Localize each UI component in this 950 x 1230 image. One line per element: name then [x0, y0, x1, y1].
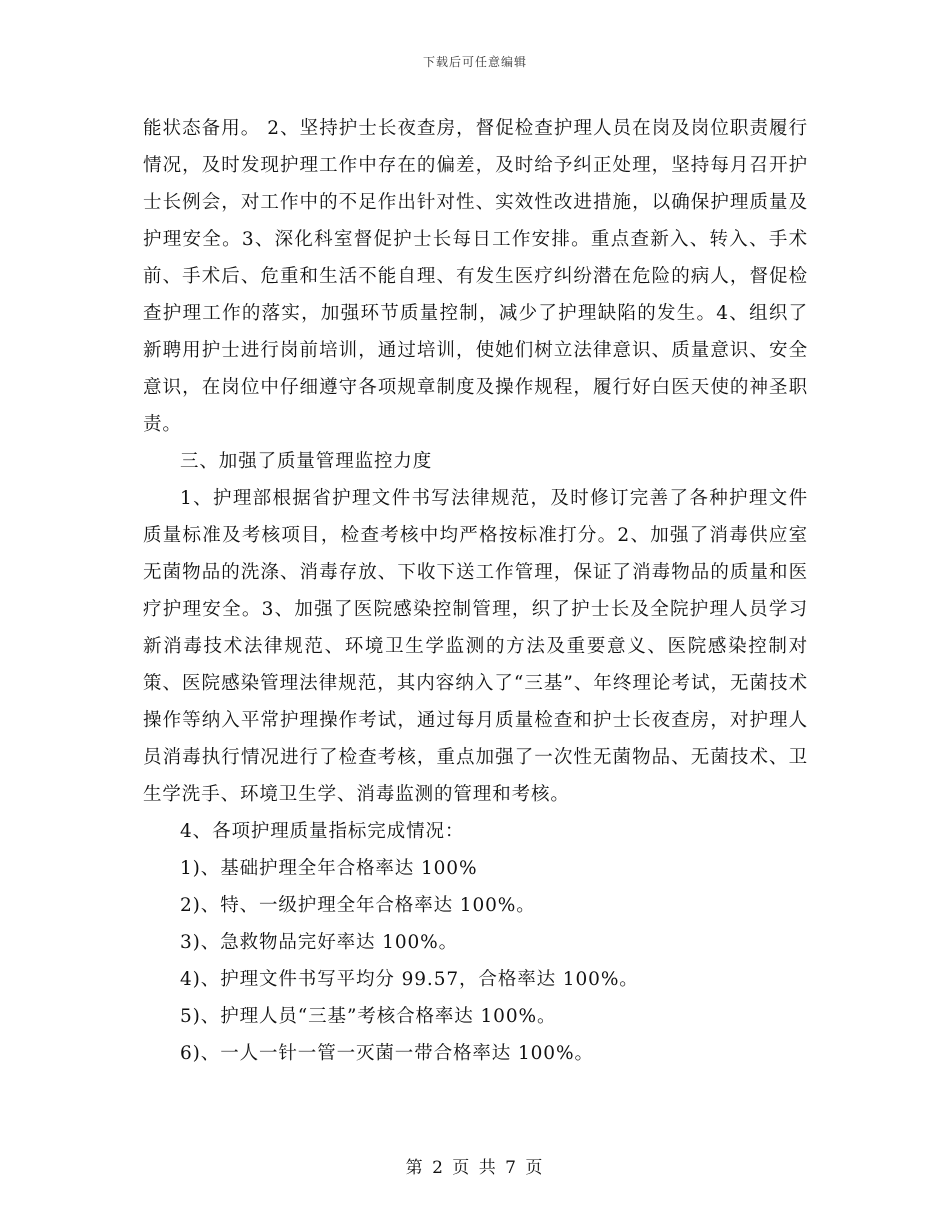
- list-item: 4)、护理文件书写平均分 99.57，合格率达 100%。: [180, 969, 639, 990]
- page-number: 第 2 页 共 7 页: [405, 1158, 545, 1178]
- list-item: 6)、一人一针一管一灭菌一带合格率达 100%。: [180, 1043, 594, 1064]
- list-item: 2)、特、一级护理全年合格率达 100%。: [180, 895, 536, 916]
- list-item: 5)、护理人员“三基”考核合格率达 100%。: [180, 1006, 557, 1027]
- list-heading: 4、各项护理质量指标完成情况：: [180, 821, 465, 842]
- document-body: [143, 110, 808, 1072]
- section-heading: 三、加强了质量管理监控力度: [180, 451, 433, 472]
- body-paragraph: 能状态备用。 2、坚持护士长夜查房，督促检查护理人员在岗及岗位职责履行情况，及时发现护理工作中存在的偏差，及时给予纠正处理，坚持每月召开护士长例会，对工作中的不足作出针对性、实效性改进措施，以确保护理质量及护理安全。3、深化科室督促护士长每日工作安排。重点查新入、转入、手术前、手术后、危重和生活不能自理、有发生医疗纠纷潜在危险的病人，督促检查护理工作的落实，加强环节质量控制，减少了护理缺陷的发生。4、组织了新聘用护士进行岗前培训，通过培训，使她们树立法律意识、质量意识、安全意识，在岗位中仔细遵守各项规章制度及操作规程，履行好白医天使的神圣职责。: [143, 118, 808, 435]
- body-paragraph: 1、护理部根据省护理文件书写法律规范，及时修订完善了各种护理文件质量标准及考核项目，检查考核中均严格按标准打分。2、加强了消毒供应室无菌物品的洗涤、消毒存放、下收下送工作管理，保证了消毒物品的质量和医疗护理安全。3、加强了医院感染控制管理，织了护士长及全院护理人员学习新消毒技术法律规范、环境卫生学监测的方法及重要意义、医院感染控制对策、医院感染管理法律规范，其内容纳入了“三基”、年终理论考试，无菌技术操作等纳入平常护理操作考试，通过每月质量检查和护士长夜查房，对护理人员消毒执行情况进行了检查考核，重点加强了一次性无菌物品、无菌技术、卫生学洗手、环境卫生学、消毒监测的管理和考核。: [143, 488, 808, 805]
- list-item: 3)、急救物品完好率达 100%。: [180, 932, 459, 953]
- page-header: 下载后可任意编辑: [422, 55, 527, 69]
- list-item: 1)、基础护理全年合格率达 100%: [180, 858, 478, 879]
